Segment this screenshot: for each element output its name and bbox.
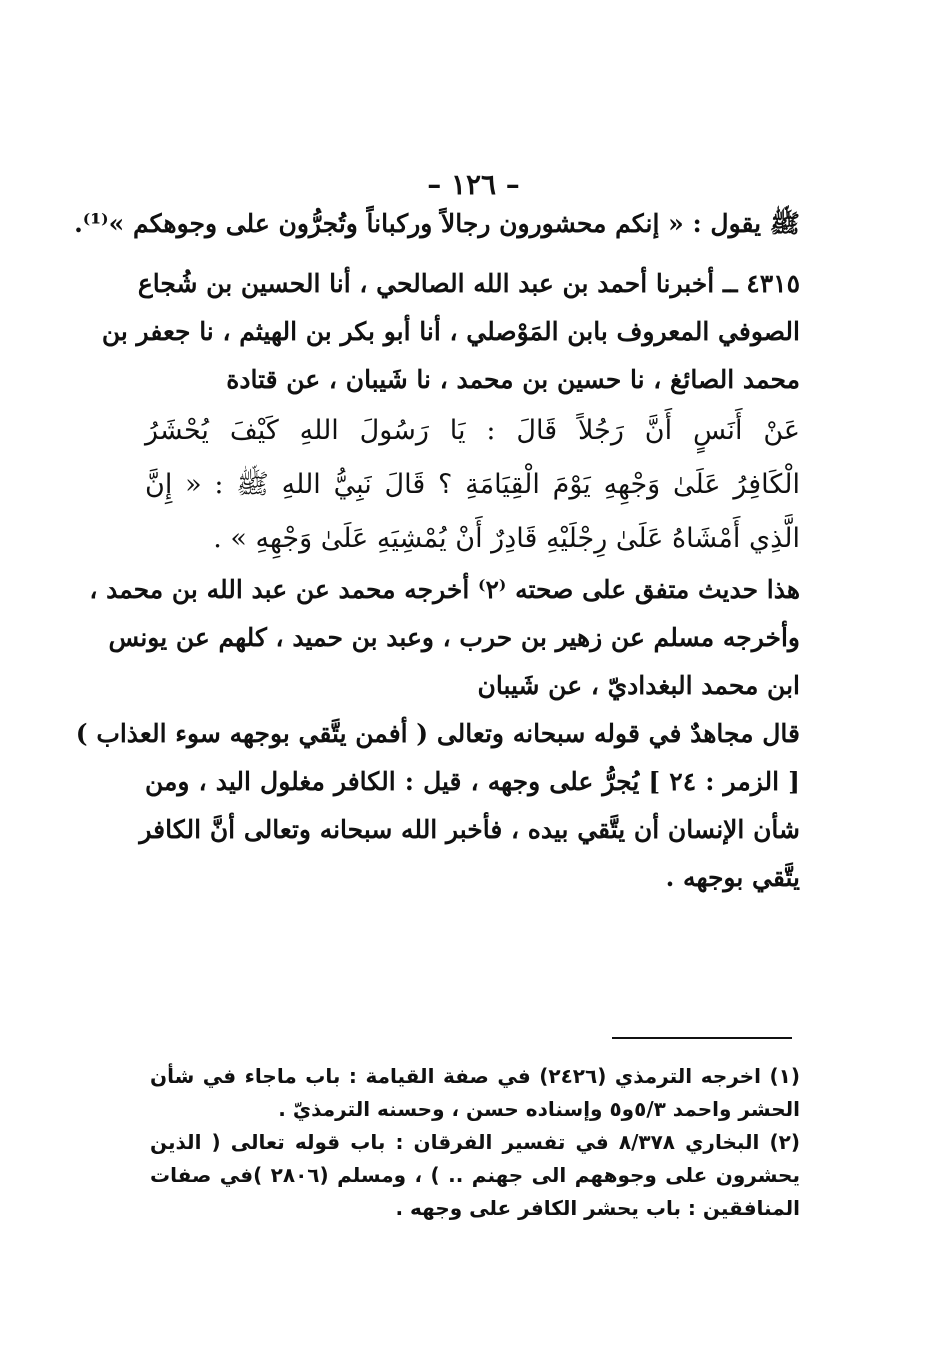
hadith-line: عَنْ أَنَسٍ أَنَّ رَجُلاً قَالَ : يَا رَسُولَ اللهِ كَيْفَ يُحْشَرُ	[145, 415, 800, 446]
takhrij-line: هذا حديث متفق على صحته ⁽٢⁾ أخرجه محمد عن عبد الله بن محمد ،	[89, 575, 800, 604]
hadith-line: الْكَافِرُ عَلَىٰ وَجْهِهِ يَوْمَ الْقِيَامَةِ ؟ قَالَ نَبِيُّ اللهِ ﷺ : « إِنَّ	[145, 469, 800, 500]
hadith-line: الَّذِي أَمْشَاهُ عَلَىٰ رِجْلَيْهِ قَادِرٌ أَنْ يُمْشِيَهِ عَلَىٰ وَجْهِهِ » .	[213, 523, 800, 554]
takhrij-paragraph	[89, 566, 800, 710]
tafsir-line: [ الزمر : ٢٤ ] يُجرُّ على وجهه ، قيل : الكافر مغلول اليد ، ومن	[145, 767, 800, 796]
hadith-paragraph	[145, 404, 800, 566]
footnotes	[150, 1060, 800, 1225]
tafsir-line: قال مجاهدٌ في قوله سبحانه وتعالى ( أفمن يتَّقي بوجهه سوء العذاب )	[75, 719, 800, 748]
footnote-separator	[612, 1037, 792, 1039]
intro-line: ﷺ يقول : « إنكم محشورون رجالاً وركباناً وتُجرُّون على وجوهكم »⁽¹⁾.	[74, 209, 800, 238]
isnad-line: ٤٣١٥ ــ أخبرنا أحمد بن عبد الله الصالحي ، أنا الحسين بن شُجاع	[137, 269, 800, 298]
footnote-line: يحشرون على وجوههم الى جهنم .. ) ، ومسلم (٢٨٠٦ )في صفات	[150, 1163, 800, 1187]
isnad-line: محمد الصائغ ، نا حسين بن محمد ، نا شَيبان ، عن قتادة	[226, 365, 800, 394]
takhrij-line: وأخرجه مسلم عن زهير بن حرب ، وعبد بن حميد ، كلهم عن يونس	[108, 623, 800, 652]
footnote-line: المنافقين : باب يحشر الكافر على وجهه .	[395, 1196, 800, 1220]
takhrij-line: ابن محمد البغداديّ ، عن شَيبان	[477, 671, 800, 700]
tafsir-paragraph	[75, 710, 800, 902]
footnote-line: الحشر واحمد ٥/٣و٥ وإسناده حسن ، وحسنه الترمذيّ .	[278, 1097, 800, 1121]
page-number: – ١٢٦ –	[427, 168, 520, 201]
isnad-line: الصوفي المعروف بابن المَوْصلي ، أنا أبو بكر بن الهيثم ، نا جعفر بن	[101, 317, 800, 346]
tafsir-line: يتَّقي بوجهه .	[665, 863, 800, 892]
footnote-line: (٢) البخاري ٨/٣٧٨ في تفسير الفرقان : باب قوله تعالى ( الذين	[150, 1130, 800, 1154]
isnad-paragraph	[101, 260, 800, 404]
tafsir-line: شأن الإنسان أن يتَّقي بيده ، فأخبر الله سبحانه وتعالى أنَّ الكافر	[139, 815, 800, 844]
footnote-line: (١) اخرجه الترمذي (٢٤٢٦) في صفة القيامة : باب ماجاء في شأن	[150, 1064, 800, 1088]
main-text	[74, 200, 800, 902]
